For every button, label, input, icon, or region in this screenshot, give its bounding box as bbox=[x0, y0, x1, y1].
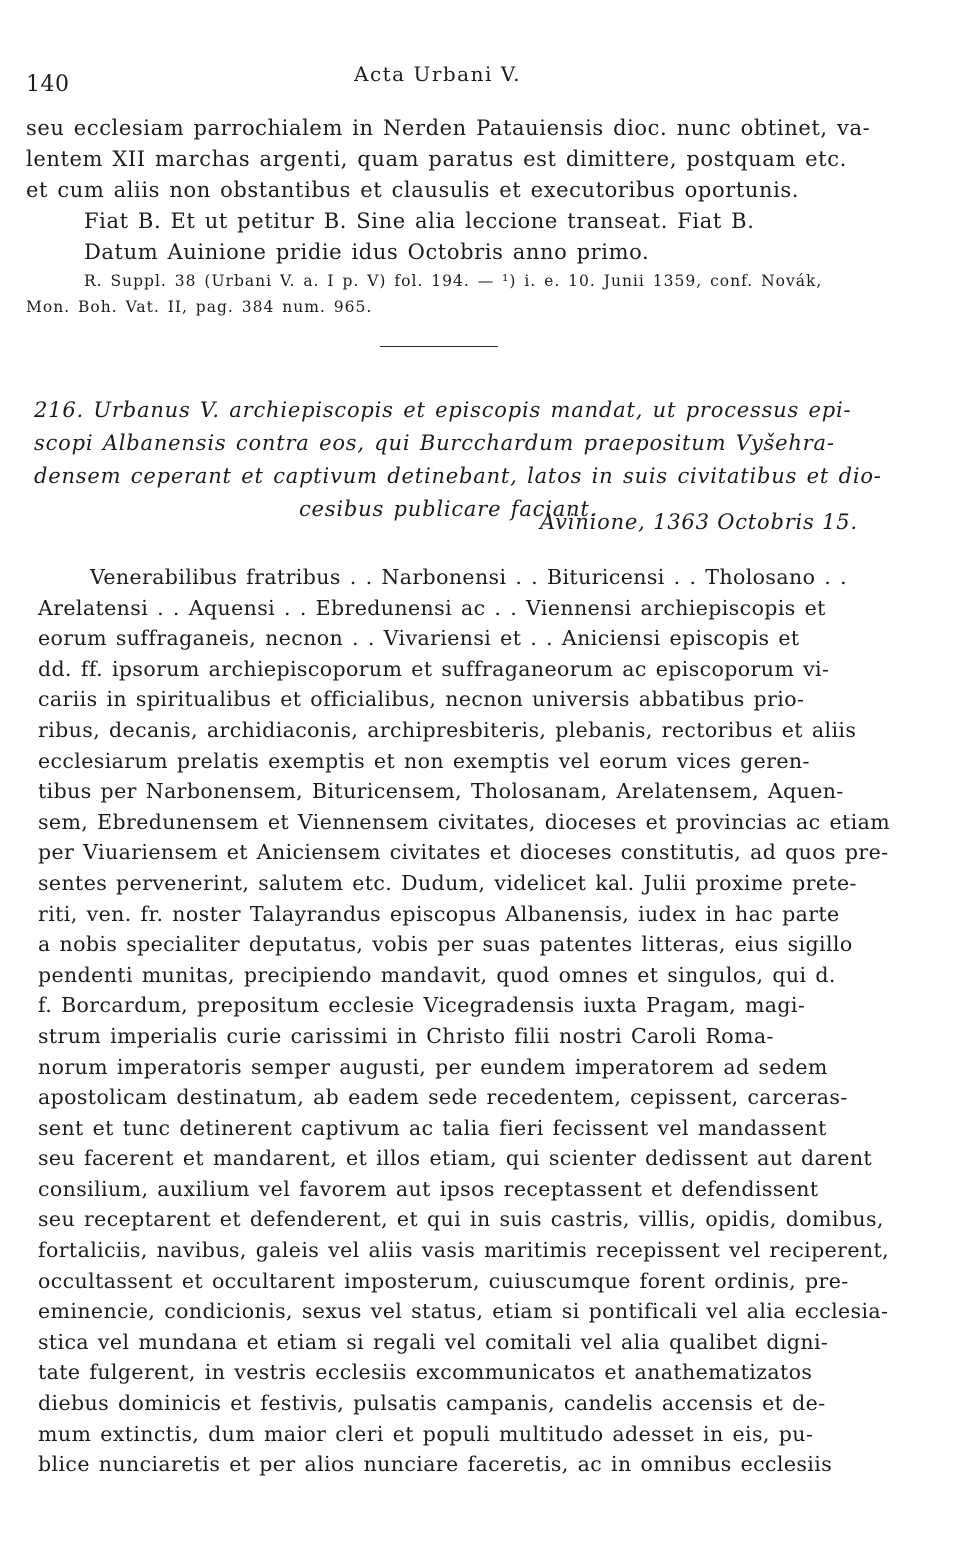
body-line: riti, ven. fr. noster Talayrandus episcopus Albanensis, iudex in hac parte bbox=[38, 901, 840, 926]
text-line: seu ecclesiam parrochialem in Nerden Patauiensis dioc. nunc obtinet, va- bbox=[26, 116, 871, 140]
body-line: fortaliciis, navibus, galeis vel aliis vasis maritimis recepissent vel reciperent, bbox=[38, 1238, 890, 1263]
body-line: consilium, auxilium vel favorem aut ipsos receptassent et defendissent bbox=[38, 1176, 819, 1201]
body-line: diebus dominicis et festivis, pulsatis campanis, candelis accensis et de- bbox=[38, 1391, 826, 1416]
running-title: Acta Urbani V. bbox=[354, 62, 522, 86]
body-line: eorum suffraganeis, necnon . . Vivariensi et . . Aniciensi episcopis et bbox=[38, 626, 800, 651]
source-footnote bbox=[26, 268, 876, 320]
body-line: Venerabilibus fratribus . . Narbonensi . . Bituricensi . . Tholosano . . bbox=[90, 565, 847, 589]
body-line: f. Borcardum, prepositum ecclesie Vicegradensis iuxta Pragam, magi- bbox=[38, 993, 806, 1018]
page-header bbox=[26, 58, 926, 98]
body-line: strum imperialis curie carissimi in Christo filii nostri Caroli Roma- bbox=[38, 1023, 774, 1048]
body-line: sent et tunc detinerent captivum ac talia fieri fecissent vel mandassent bbox=[38, 1115, 827, 1140]
dating-clause: Datum Auinione pridie idus Octobris anno primo. bbox=[84, 240, 650, 264]
body-line: sem, Ebredunensem et Viennensem civitates, dioceses et provincias ac etiam bbox=[38, 809, 891, 834]
body-line: apostolicam destinatum, ab eadem sede recedentem, cepissent, carceras- bbox=[38, 1085, 848, 1110]
place-date: Avinione, 1363 Octobris 15. bbox=[540, 510, 858, 534]
summary-line: densem ceperant et captivum detinebant, latos in suis civitatibus et dio- bbox=[34, 464, 882, 488]
body-line: per Viuariensem et Aniciensem civitates et dioceses constitutis, ad quos pre- bbox=[38, 840, 889, 865]
body-line: ribus, decanis, archidiaconis, archipresbiteris, plebanis, rectoribus et aliis bbox=[38, 717, 857, 742]
body-line: dd. ff. ipsorum archiepiscoporum et suffraganeorum ac episcoporum vi- bbox=[38, 656, 830, 681]
body-line: blice nunciaretis et per alios nunciare faceretis, ac in omnibus ecclesiis bbox=[38, 1452, 833, 1477]
document-body bbox=[38, 562, 891, 1480]
summary-line: cesibus publicare faciant. bbox=[299, 497, 598, 521]
body-line: a nobis specialiter deputatus, vobis per suas patentes litteras, eius sigillo bbox=[38, 932, 853, 957]
body-line: ecclesiarum prelatis exemptis et non exemptis vel eorum vices geren- bbox=[38, 748, 810, 773]
body-line: pendenti munitas, precipiendo mandavit, quod omnes et singulos, qui d. bbox=[38, 962, 836, 987]
body-line: seu facerent et mandarent, et illos etiam, qui scienter dedissent aut darent bbox=[38, 1146, 873, 1171]
previous-document-text bbox=[26, 113, 876, 268]
body-line: cariis in spiritualibus et officialibus, necnon universis abbatibus prio- bbox=[38, 687, 805, 712]
body-line: mum extinctis, dum maior cleri et populi multitudo adesset in eis, pu- bbox=[38, 1421, 814, 1446]
body-line: occultassent et occultarent imposterum, cuiuscumque forent ordinis, pre- bbox=[38, 1268, 849, 1293]
section-divider bbox=[380, 346, 498, 347]
body-line: norum imperatoris semper augusti, per eundem imperatorem ad sedem bbox=[38, 1054, 828, 1079]
summary-line: scopi Albanensis contra eos, qui Burcchardum praepositum Vyšehra- bbox=[34, 431, 835, 455]
text-line: et cum aliis non obstantibus et clausulis et executoribus oportunis. bbox=[26, 178, 800, 202]
body-line: tibus per Narbonensem, Bituricensem, Tholosanam, Arelatensem, Aquen- bbox=[38, 779, 844, 804]
body-line: seu receptarent et defenderent, et qui in suis castris, villis, opidis, domibus, bbox=[38, 1207, 884, 1232]
document-summary bbox=[34, 394, 882, 526]
summary-line: 216. Urbanus V. archiepiscopis et episcopis mandat, ut processus epi- bbox=[34, 398, 852, 422]
body-line: sentes pervenerint, salutem etc. Dudum, videlicet kal. Julii proxime prete- bbox=[38, 870, 857, 895]
text-line: lentem XII marchas argenti, quam paratus est dimittere, postquam etc. bbox=[26, 147, 847, 171]
footnote-line: R. Suppl. 38 (Urbani V. a. I p. V) fol. 194. — ¹) i. e. 10. Junii 1359, conf. Novák, bbox=[84, 272, 823, 290]
page-number: 140 bbox=[26, 72, 70, 97]
body-line: tate fulgerent, in vestris ecclesiis excommunicatos et anathematizatos bbox=[38, 1360, 813, 1385]
body-line: Arelatensi . . Aquensi . . Ebredunensi ac . . Viennensi archiepiscopis et bbox=[38, 595, 826, 620]
footnote-line: Mon. Boh. Vat. II, pag. 384 num. 965. bbox=[26, 298, 373, 316]
text-line: Fiat B. Et ut petitur B. Sine alia leccione transeat. Fiat B. bbox=[84, 209, 755, 233]
body-line: stica vel mundana et etiam si regali vel comitali vel alia qualibet digni- bbox=[38, 1329, 829, 1354]
body-line: eminencie, condicionis, sexus vel status, etiam si pontificali vel alia ecclesia- bbox=[38, 1299, 889, 1324]
